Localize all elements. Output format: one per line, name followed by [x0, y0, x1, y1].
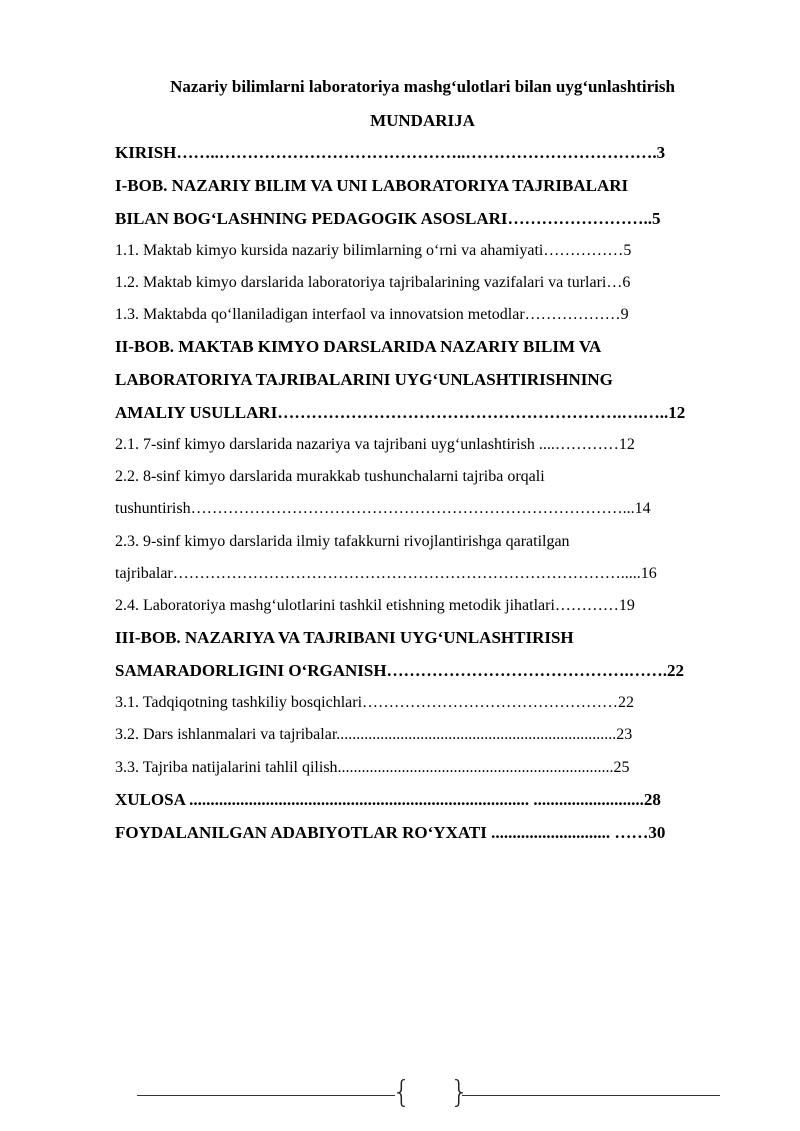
toc-entry[interactable]: LABORATORIYA TAJRIBALARINI UYG‘UNLASHTIRISHNING [115, 370, 613, 389]
toc-entry[interactable]: I-BOB. NAZARIY BILIM VA UNI LABORATORIYA TAJRIBALARI [115, 176, 629, 195]
footer-left-bracket: { [392, 1075, 412, 1110]
toc-entry[interactable]: 2.4. Laboratoriya mashg‘ulotlarini tashkil etishning metodik jihatlari…………19 [115, 597, 635, 614]
toc-entry[interactable]: 2.2. 8-sinf kimyo darslarida murakkab tushunchalarni tajriba orqali [115, 468, 545, 485]
toc-entry[interactable]: KIRISH……..……………………………………..…………………………….3 [115, 143, 666, 162]
toc-entry[interactable]: 3.2. Dars ishlanmalari va tajribalar......................................................................23 [115, 726, 633, 743]
toc-entry[interactable]: AMALIY USULLARI…………………………………………………….….…..12 [115, 403, 686, 422]
footer-rule-right [462, 1095, 720, 1096]
toc-entry[interactable]: 2.3. 9-sinf kimyo darslarida ilmiy tafakkurni rivojlantirishga qaratilgan [115, 533, 570, 550]
toc-entry[interactable]: 1.1. Maktab kimyo kursida nazariy bilimlarning o‘rni va ahamiyati……………5 [115, 242, 632, 259]
toc-entry[interactable]: 3.1. Tadqiqotning tashkiliy bosqichlari…………………………………………22 [115, 694, 635, 711]
document-title: Nazariy bilimlarni laboratoriya mashg‘ulotlari bilan uyg‘unlashtirish [170, 77, 675, 96]
toc-entry[interactable]: XULOSA ................................................................................ ..........................28 [115, 790, 661, 809]
toc-entry[interactable]: 2.1. 7-sinf kimyo darslarida nazariya va tajribani uyg‘unlashtirish ....…………12 [115, 436, 635, 453]
toc-entry[interactable]: 1.2. Maktab kimyo darslarida laboratoriya tajribalarining vazifalari va turlari…6 [115, 274, 631, 291]
toc-entry[interactable]: III-BOB. NAZARIYA VA TAJRIBANI UYG‘UNLASHTIRISH [115, 628, 574, 647]
toc-entry[interactable]: 3.3. Tajriba natijalarini tahlil qilish.....................................................................25 [115, 759, 630, 776]
toc-entry[interactable]: FOYDALANILGAN ADABIYOTLAR RO‘YXATI ............................ ……30 [115, 823, 666, 842]
footer-rule-left [137, 1095, 395, 1096]
toc-entry[interactable]: SAMARADORLIGINI O‘RGANISH…………………………………….…….22 [115, 661, 685, 680]
toc-entry[interactable]: II-BOB. MAKTAB KIMYO DARSLARIDA NAZARIY BILIM VA [115, 337, 602, 356]
toc-entry[interactable]: tajribalar………………………………………………………………………….....16 [115, 565, 657, 582]
toc-entry[interactable]: 1.3. Maktabda qo‘llaniladigan interfaol va innovatsion metodlar………………9 [115, 306, 629, 323]
toc-heading: MUNDARIJA [370, 111, 475, 130]
toc-entry[interactable]: BILAN BOG‘LASHNING PEDAGOGIK ASOSLARI……………………..5 [115, 209, 661, 228]
toc-entry[interactable]: tushuntirish………………………………………………………………………...14 [115, 500, 651, 517]
footer-right-bracket: } [450, 1075, 470, 1110]
